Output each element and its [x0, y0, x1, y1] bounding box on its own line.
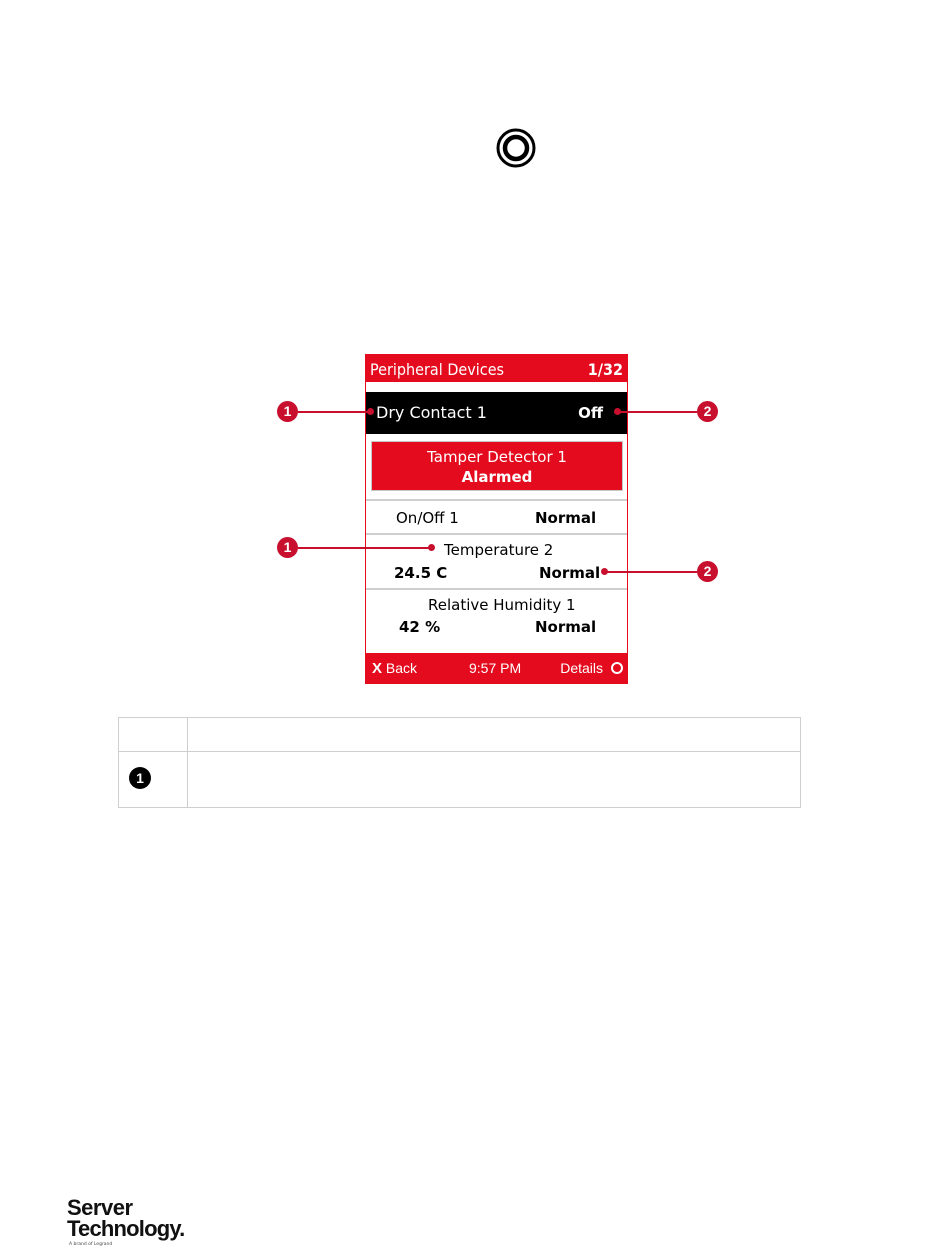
device-name: Dry Contact 1	[376, 403, 487, 422]
callout-dot	[367, 408, 374, 415]
header-gap	[366, 382, 627, 392]
clock-time: 9:57 PM	[469, 660, 522, 676]
callout-2-icon: 2	[697, 401, 718, 422]
alarm-device-name: Tamper Detector 1	[427, 448, 567, 466]
selected-device-row[interactable]	[366, 392, 627, 434]
humidity-name: Relative Humidity 1	[428, 596, 576, 614]
onoff-name: On/Off 1	[396, 509, 459, 527]
callout-2-icon: 2	[697, 561, 718, 582]
row-divider	[366, 588, 627, 590]
row-divider	[366, 533, 627, 535]
select-button-icon	[495, 127, 537, 169]
close-icon: X	[372, 660, 383, 677]
screen-header	[366, 355, 627, 382]
callout-1-icon: 1	[277, 537, 298, 558]
back-button[interactable]	[372, 653, 417, 684]
select-ring-icon	[611, 662, 623, 674]
humidity-value: 42 %	[399, 618, 441, 636]
callout-line	[619, 411, 697, 413]
onoff-status: Normal	[535, 509, 597, 527]
device-screen	[365, 354, 628, 684]
details-button[interactable]: Details	[560, 660, 603, 676]
row-divider	[366, 499, 627, 501]
table-row-divider	[118, 751, 801, 752]
logo-tagline: A brand of Legrand	[69, 1242, 113, 1247]
callout-dot	[428, 544, 435, 551]
callout-line	[606, 571, 697, 573]
device-state: Off	[578, 404, 603, 422]
callout-1-icon: 1	[277, 401, 298, 422]
temperature-value: 24.5 C	[394, 564, 448, 582]
humidity-status: Normal	[535, 618, 597, 636]
temperature-name: Temperature 2	[444, 541, 554, 559]
legend-table	[118, 717, 801, 808]
callout-line	[298, 547, 430, 549]
table-column-divider	[187, 717, 188, 808]
logo-line2: Technology.	[67, 1216, 185, 1241]
back-label: Back	[385, 660, 418, 676]
alarm-device-state: Alarmed	[461, 468, 533, 486]
logo-line1: Server	[67, 1195, 133, 1220]
temperature-status: Normal	[539, 564, 601, 582]
callout-line	[298, 411, 370, 413]
header-title: Peripheral Devices	[370, 360, 505, 379]
callout-1-icon: 1	[129, 767, 151, 789]
screen-footer	[366, 653, 627, 683]
alarm-device-row[interactable]	[371, 441, 623, 491]
header-count: 1/32	[587, 360, 623, 379]
